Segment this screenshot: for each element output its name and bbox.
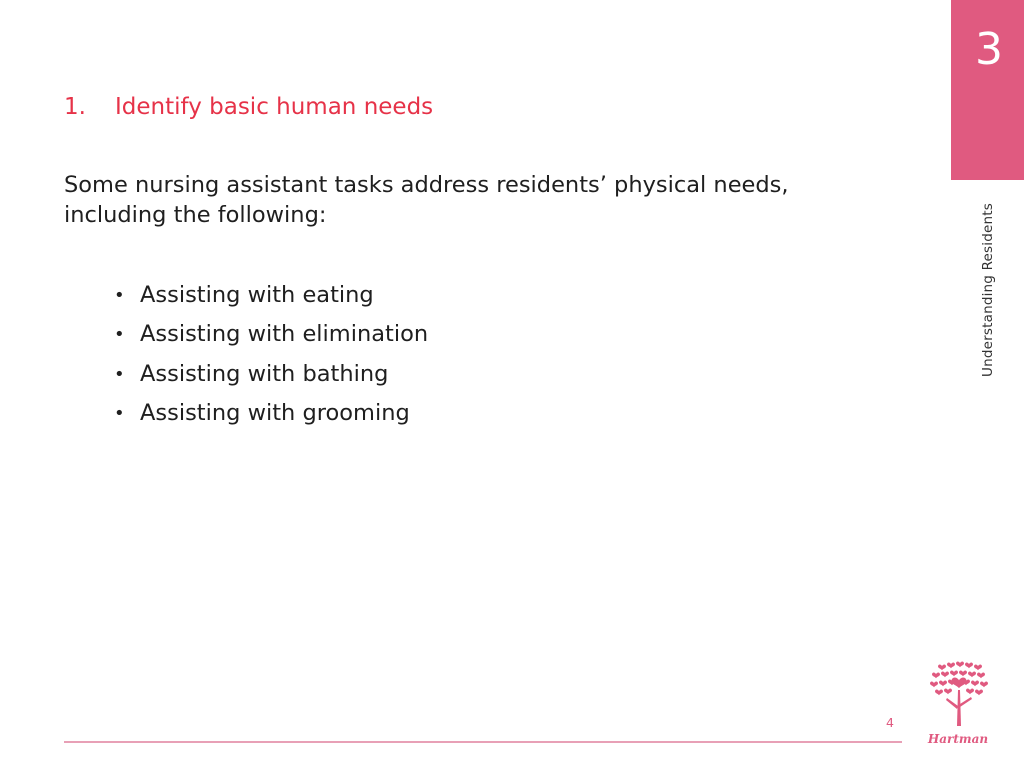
page-number: 4 xyxy=(886,715,894,730)
list-item xyxy=(112,394,428,433)
chapter-tab xyxy=(951,0,1024,180)
list-item-text: Assisting with bathing xyxy=(140,360,389,387)
list-item xyxy=(112,315,428,354)
objective-text: Identify basic human needs xyxy=(115,94,434,120)
hartman-logo xyxy=(922,660,992,752)
footer-divider xyxy=(64,741,902,743)
needs-list xyxy=(112,276,428,433)
list-item xyxy=(112,276,428,315)
bullet-icon: • xyxy=(114,324,125,346)
logo-text: Hartman xyxy=(927,732,989,746)
list-item xyxy=(112,355,428,394)
chapter-number: 3 xyxy=(975,24,1003,75)
bullet-icon: • xyxy=(114,285,125,306)
intro-paragraph: Some nursing assistant tasks address residents’ physical needs, including the following: xyxy=(64,172,789,228)
list-item-text: Assisting with elimination xyxy=(140,321,429,348)
bullet-icon: • xyxy=(114,363,125,385)
objective-number: 1. xyxy=(64,94,86,120)
learning-objective xyxy=(64,90,433,124)
list-item-text: Assisting with grooming xyxy=(140,399,410,426)
chapter-title: Understanding Residents xyxy=(980,203,996,377)
bullet-icon: • xyxy=(114,402,125,424)
heart-tree-icon xyxy=(922,660,994,732)
list-item-text: Assisting with eating xyxy=(140,282,374,308)
